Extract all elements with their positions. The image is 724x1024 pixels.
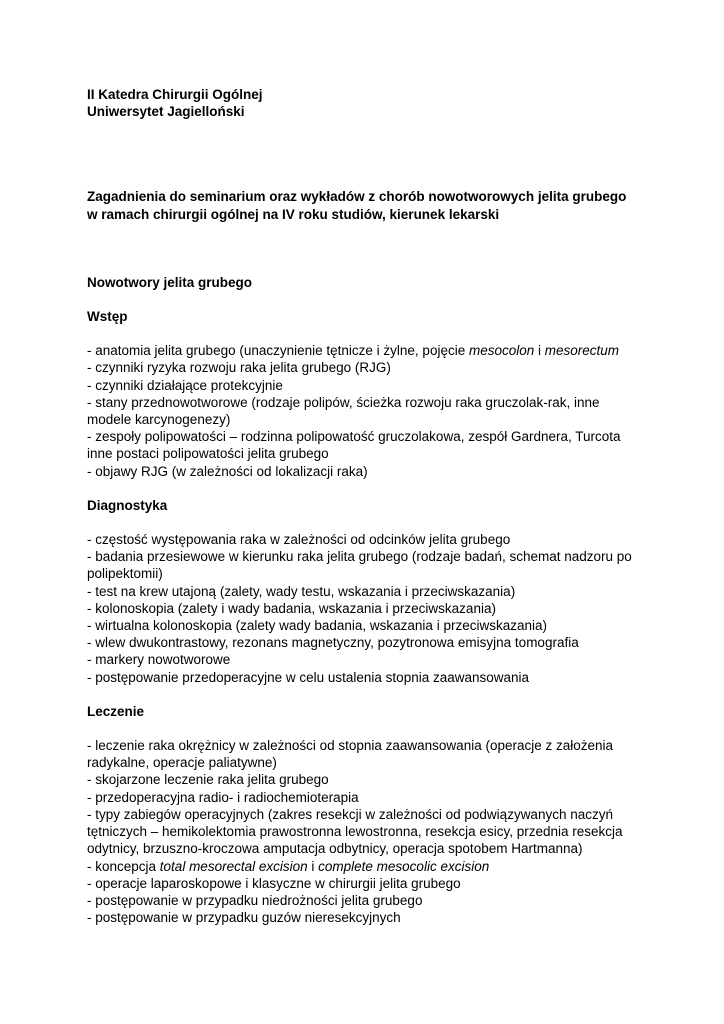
list-item	[87, 617, 687, 634]
list-item-line: - kolonoskopia (zalety i wady badania, wskazania i przeciwskazania)	[87, 600, 496, 616]
list-item-text: i	[534, 343, 545, 359]
list-item	[87, 909, 687, 926]
list-item	[87, 342, 687, 359]
spacer	[87, 171, 687, 188]
section-heading-intro: Wstęp	[87, 309, 128, 325]
list-item-line: - częstość występowania raka w zależności od odcinków jelita grubego	[87, 532, 511, 548]
spacer	[87, 686, 687, 703]
document-title-line-2: w ramach chirurgii ogólnej na IV roku studiów, kierunek lekarski	[87, 206, 500, 222]
list-item-line: - postępowanie przedoperacyjne w celu ustalenia stopnia zaawansowania	[87, 669, 530, 685]
list-item	[87, 428, 687, 462]
intro-list	[87, 342, 687, 480]
list-item	[87, 359, 687, 376]
list-item-line: odytnicy, brzuszno-kroczowa amputacja odbytnicy, operacja spotobem Hartmanna)	[87, 841, 583, 857]
list-item	[87, 771, 687, 788]
list-item-line: - leczenie raka okrężnicy w zależności od stopnia zaawansowania (operacje z założenia	[87, 738, 614, 754]
list-item-line: - czynniki działające protekcyjnie	[87, 377, 283, 393]
list-item	[87, 377, 687, 394]
list-item-text: i	[307, 858, 319, 874]
section-heading-treatment: Leczenie	[87, 703, 145, 719]
document-page	[87, 86, 687, 926]
list-item	[87, 531, 687, 548]
list-item	[87, 600, 687, 617]
list-item	[87, 634, 687, 651]
list-item-line: tętniczych – hemikolektomia prawostronna lewostronna, resekcja esicy, przednia resekcja	[87, 824, 623, 840]
list-item-line: - wirtualna kolonoskopia (zalety wady badania, wskazania i przeciwskazania)	[87, 618, 547, 634]
spacer	[87, 223, 687, 257]
spacer	[87, 291, 687, 308]
list-item	[87, 737, 687, 771]
list-item-line: - stany przednowotworowe (rodzaje polipów, ścieżka rozwoju raka gruczolak-rak, inne	[87, 394, 600, 410]
list-item-line: - test na krew utajoną (zalety, wady testu, wskazania i przeciwskazania)	[87, 583, 516, 599]
diagnostics-list	[87, 531, 687, 686]
italic-term: total mesorectal excision	[159, 858, 308, 874]
italic-term: mesorectum	[544, 343, 620, 359]
list-item-line: - postępowanie w przypadku guzów nieresekcyjnych	[87, 910, 401, 926]
list-item-line: polipektomii)	[87, 566, 163, 582]
list-item	[87, 651, 687, 668]
list-item-text: - koncepcja	[87, 858, 160, 874]
spacer	[87, 257, 687, 274]
section-title-main: Nowotwory jelita grubego	[87, 274, 253, 290]
list-item-line: - przedoperacyjna radio- i radiochemioterapia	[87, 789, 359, 805]
list-item	[87, 806, 687, 858]
list-item	[87, 789, 687, 806]
list-item-line: - czynniki ryzyka rozwoju raka jelita grubego (RJG)	[87, 360, 391, 376]
list-item-line: - postępowanie w przypadku niedrożności jelita grubego	[87, 892, 423, 908]
document-title-line-1: Zagadnienia do seminarium oraz wykładów z chorób nowotworowych jelita grubego	[87, 189, 627, 205]
list-item-line: - wlew dwukontrastowy, rezonans magnetyczny, pozytronowa emisyjna tomografia	[87, 635, 579, 651]
spacer	[87, 514, 687, 531]
list-item	[87, 875, 687, 892]
header-university: Uniwersytet Jagielloński	[87, 104, 245, 120]
list-item-line: - markery nowotworowe	[87, 652, 231, 668]
list-item	[87, 548, 687, 582]
spacer	[87, 325, 687, 342]
treatment-list	[87, 737, 687, 926]
list-item	[87, 858, 687, 875]
section-heading-diagnostics: Diagnostyka	[87, 497, 168, 513]
italic-term: mesocolon	[468, 343, 535, 359]
list-item-line: - objawy RJG (w zależności od lokalizacji raka)	[87, 463, 368, 479]
list-item-line: - badania przesiewowe w kierunku raka jelita grubego (rodzaje badań, schemat nadzoru po	[87, 549, 632, 565]
list-item-line: - typy zabiegów operacyjnych (zakres resekcji w zależności od podwiązywanych naczyń	[87, 806, 613, 822]
list-item-line: - operacje laparoskopowe i klasyczne w chirurgii jelita grubego	[87, 875, 461, 891]
header-department: II Katedra Chirurgii Ogólnej	[87, 87, 263, 102]
list-item	[87, 394, 687, 428]
list-item	[87, 583, 687, 600]
list-item	[87, 892, 687, 909]
list-item	[87, 669, 687, 686]
spacer	[87, 720, 687, 737]
list-item-text: - anatomia jelita grubego (unaczynienie tętnicze i żylne, pojęcie	[87, 343, 469, 359]
list-item-line: modele karcynogenezy)	[87, 412, 231, 428]
spacer	[87, 120, 687, 171]
list-item-line: - zespoły polipowatości – rodzinna polipowatość gruczolakowa, zespół Gardnera, Turcota	[87, 429, 621, 445]
italic-term: complete mesocolic excision	[318, 858, 490, 874]
list-item-line: inne postaci polipowatości jelita grubego	[87, 446, 329, 462]
list-item-line: - skojarzone leczenie raka jelita grubego	[87, 772, 329, 788]
list-item	[87, 463, 687, 480]
spacer	[87, 480, 687, 497]
list-item-line: radykalne, operacje paliatywne)	[87, 755, 277, 771]
